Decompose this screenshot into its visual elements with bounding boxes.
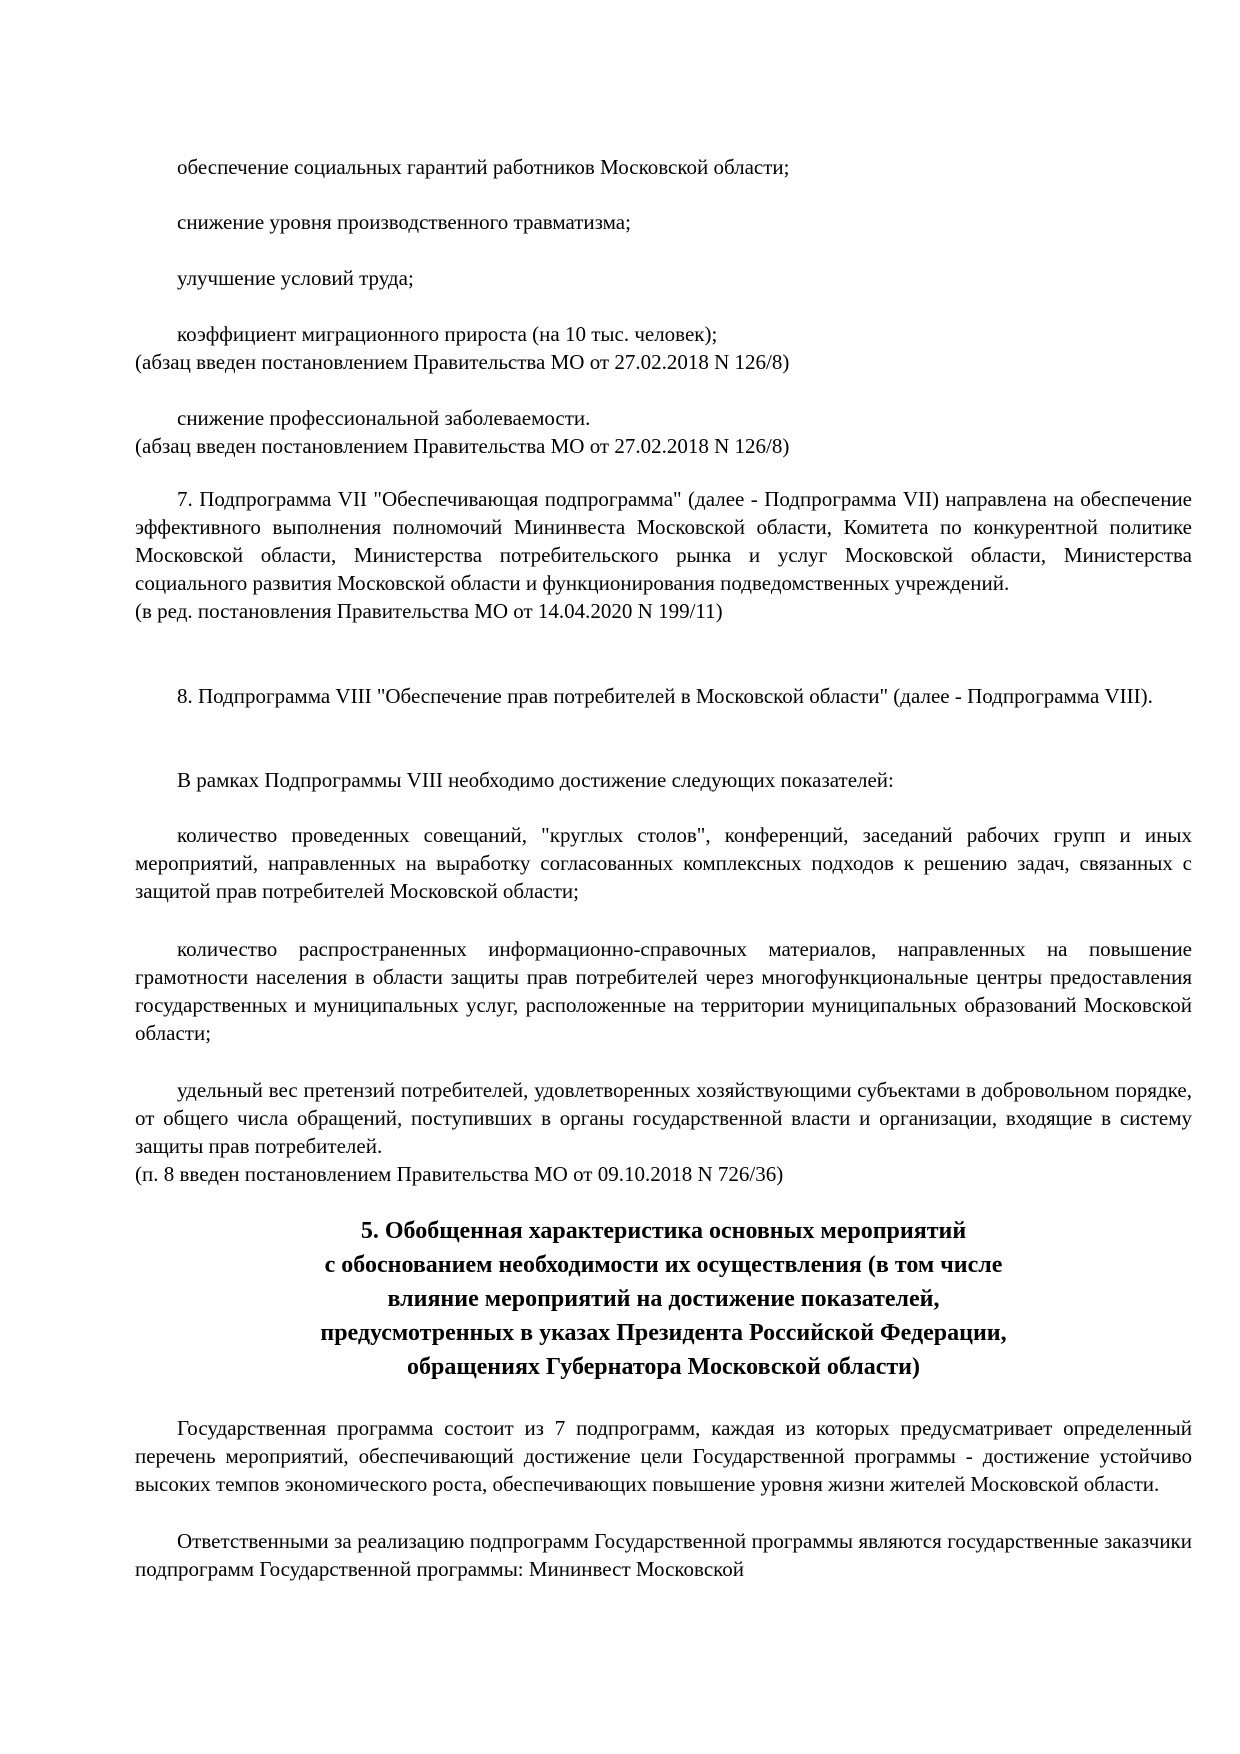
heading-line: обращениях Губернатора Московской области) [407,1354,920,1380]
paragraph-text: 8. Подпрограмма VIII "Обеспечение прав потребителей в Московской области" (далее - Подпрограмма VIII). [177,684,1153,708]
paragraph-materials-count [135,935,1192,1047]
paragraph-meetings-count [135,821,1192,905]
amendment-note: (в ред. постановления Правительства МО от 14.04.2020 N 199/11) [135,599,723,623]
paragraph-program-structure [135,1414,1192,1498]
paragraph-injury-reduction [135,208,1192,236]
heading-line: предусмотренных в указах Президента Российской Федерации, [320,1320,1007,1346]
section-heading [135,1214,1192,1384]
paragraph-subprogram-7 [135,485,1192,625]
paragraph-text: улучшение условий труда; [177,266,414,290]
paragraph-text: Ответственными за реализацию подпрограмм Государственной программы являются государственные заказчики подпрограмм Государственной программы: Мининвест Московской [135,1529,1192,1581]
heading-line: 5. Обобщенная характеристика основных мероприятий [360,1218,967,1244]
paragraph-text: коэффициент миграционного прироста (на 10 тыс. человек); [177,322,718,346]
paragraph-indicators-intro [135,766,1192,794]
paragraph-text: количество распространенных информационно-справочных материалов, направленных на повышение грамотности населения в области защиты прав потребителей через многофункциональные центры предоставления государственных и муниципальных услуг, расположенные на территории муниципальных образований Московской области; [135,937,1192,1045]
paragraph-text: В рамках Подпрограммы VIII необходимо достижение следующих показателей: [177,768,894,792]
amendment-note: (абзац введен постановлением Правительства МО от 27.02.2018 N 126/8) [135,434,790,458]
paragraph-migration [135,320,1192,376]
paragraph-text: Государственная программа состоит из 7 подпрограмм, каждая из которых предусматривает определенный перечень мероприятий, обеспечивающий достижение цели Государственной программы - достижение устойчиво высоких темпов экономического роста, обеспечивающих повышение уровня жизни жителей Московской области. [135,1416,1192,1496]
paragraph-text: обеспечение социальных гарантий работников Московской области; [177,155,790,179]
amendment-note: (п. 8 введен постановлением Правительства МО от 09.10.2018 N 726/36) [135,1162,784,1186]
paragraph-occupational-disease [135,404,1192,460]
paragraph-text: удельный вес претензий потребителей, удовлетворенных хозяйствующими субъектами в добровольном порядке, от общего числа обращений, поступивших в органы государственной власти и организации, входящие в систему защиты прав потребителей. [135,1078,1192,1158]
paragraph-responsible-parties [135,1527,1192,1583]
heading-line: с обоснованием необходимости их осуществления (в том числе [324,1252,1003,1278]
paragraph-social-guarantees [135,153,1192,181]
paragraph-text: снижение уровня производственного травматизма; [177,210,631,234]
paragraph-subprogram-8 [135,682,1192,710]
paragraph-claims-share [135,1076,1192,1188]
heading-line: влияние мероприятий на достижение показателей, [387,1286,940,1312]
paragraph-working-conditions [135,264,1192,292]
paragraph-text: количество проведенных совещаний, "круглых столов", конференций, заседаний рабочих групп и иных мероприятий, направленных на выработку согласованных комплексных подходов к решению задач, связанных с защитой прав потребителей Московской области; [135,823,1192,903]
paragraph-text: снижение профессиональной заболеваемости. [177,406,591,430]
amendment-note: (абзац введен постановлением Правительства МО от 27.02.2018 N 126/8) [135,350,790,374]
paragraph-text: 7. Подпрограмма VII "Обеспечивающая подпрограмма" (далее - Подпрограмма VII) направлена на обеспечение эффективного выполнения полномочий Мининвеста Московской области, Комитета по конкурентной политике Московской области, Министерства потребительского рынка и услуг Московской области, Министерства социального развития Московской области и функционирования подведомственных учреждений. [135,487,1192,595]
